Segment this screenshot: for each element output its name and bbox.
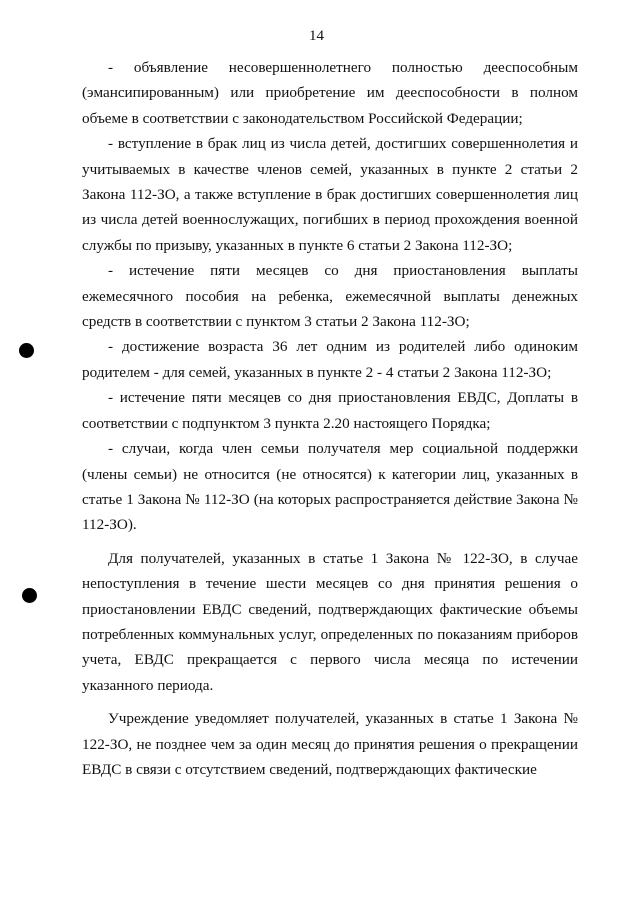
list-item-emancipation: - объявление несовершеннолетнего полностью дееспособным (эмансипированным) или приобретение им дееспособности в полном объеме в соответствии с законодательством Российской Федерации;: [82, 59, 578, 127]
page-number: 14: [309, 28, 324, 44]
paragraph-notification: Учреждение уведомляет получателей, указанных в статье 1 Закона № 122-ЗО, не позднее чем за один месяц до принятия решения о прекращении ЕВДС в связи с отсутствием сведений, подтверждающих фактические: [82, 710, 578, 778]
document-body: [82, 55, 578, 782]
list-item-marriage: - вступление в брак лиц из числа детей, достигших совершеннолетия и учитываемых в качестве членов семей, указанных в пункте 2 статьи 2 Закона 112-ЗО, а также вступление в брак достигших совершеннолетия лиц из числа детей военнослужащих, погибших в период прохождения военной службы по призыву, указанных в пункте 6 статьи 2 Закона 112-ЗО;: [82, 135, 578, 254]
list-item-parent-age: - достижение возраста 36 лет одним из родителей либо одиноким родителем - для семей, указанных в пункте 2 - 4 статьи 2 Закона 112-ЗО;: [82, 338, 578, 381]
list-item-family-category: - случаи, когда член семьи получателя мер социальной поддержки (члены семьи) не относится (не относятся) к категории лиц, указанных в статье 1 Закона № 112-ЗО (на которых распространяется действие Закона № 112-ЗО).: [82, 440, 578, 534]
binder-hole-icon: [22, 588, 37, 603]
list-item-allowance-expiry: - истечение пяти месяцев со дня приостановления выплаты ежемесячного пособия на ребенка, ежемесячной выплаты денежных средств в соответствии с пунктом 3 статьи 2 Закона 112-ЗО;: [82, 262, 578, 331]
binder-hole-icon: [19, 343, 34, 358]
paragraph-recipients-122: Для получателей, указанных в статье 1 Закона № 122-ЗО, в случае непоступления в течение шести месяцев со дня принятия решения о приостановлении ЕВДС сведений, подтверждающих фактические объемы потребленных коммунальных услуг, определенных по показаниям приборов учета, ЕВДС прекращается с первого числа месяца по истечении указанного периода.: [82, 549, 578, 694]
list-item-evds-expiry: - истечение пяти месяцев со дня приостановления ЕВДС, Доплаты в соответствии с подпунктом 3 пункта 2.20 настоящего Порядка;: [82, 389, 578, 432]
